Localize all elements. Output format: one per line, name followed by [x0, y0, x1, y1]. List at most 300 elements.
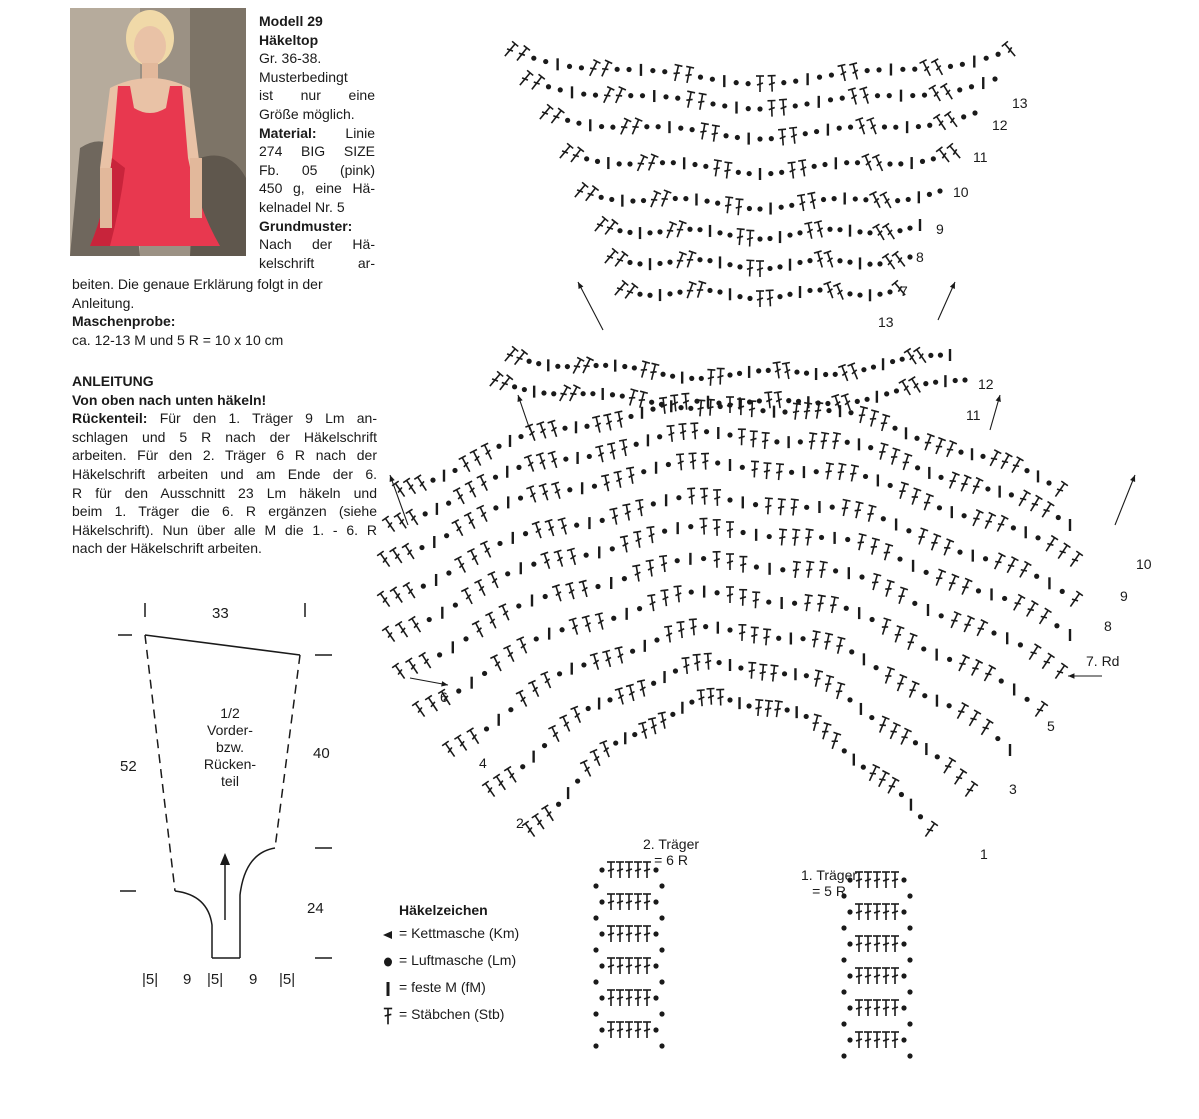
double-crochet-stitch: [465, 481, 479, 499]
strap-1-label: [801, 867, 857, 899]
schematic-bottom-measure: |5|: [207, 971, 224, 988]
strap-label-line: 2. Träger: [643, 836, 700, 852]
stitch-stroke: [874, 975, 880, 977]
material-line: 274 BIG SIZE: [259, 143, 375, 160]
double-crochet-stitch: [738, 429, 746, 445]
chain-stitch: [867, 230, 872, 235]
double-crochet-stitch: [412, 701, 428, 719]
double-crochet-stitch: [541, 805, 556, 823]
double-crochet-stitch: [797, 195, 808, 212]
chain-stitch: [641, 469, 646, 474]
double-crochet-stitch: [824, 251, 837, 269]
stitch-stroke: [405, 658, 412, 662]
chain-stitch: [901, 909, 906, 914]
chain-stitch: [522, 387, 527, 392]
double-crochet-stitch: [503, 645, 517, 663]
chain-stitch: [847, 941, 852, 946]
double-crochet-stitch: [991, 553, 1005, 571]
chain-stitch: [662, 529, 667, 534]
single-crochet-stitch: [507, 496, 509, 508]
double-crochet-stitch: [807, 433, 817, 450]
chain-stitch: [898, 161, 903, 166]
chain-stitch: [827, 227, 832, 232]
arrow-head: [390, 475, 395, 482]
double-crochet-stitch: [899, 379, 914, 397]
stitch-stroke: [1021, 568, 1027, 573]
double-crochet-stitch: [763, 700, 773, 717]
double-crochet-stitch: [803, 529, 813, 546]
single-crochet-stitch: [790, 633, 792, 645]
chain-stitch: [753, 502, 758, 507]
instructions-line: Häkelschrift arbeiten und am Ende der 6.: [72, 465, 377, 482]
double-crochet-stitch: [882, 223, 897, 241]
single-crochet-stitch: [738, 697, 740, 709]
single-crochet-stitch: [729, 659, 731, 671]
stitch-stroke: [1013, 463, 1019, 468]
chain-stitch: [804, 714, 809, 719]
chain-stitch: [1056, 515, 1061, 520]
chain-stitch: [757, 136, 762, 141]
instructions-line: Häkelschrift). Nun über alle M die 1. - 6. R: [72, 521, 377, 538]
chain-stitch: [841, 957, 846, 962]
double-crochet-stitch: [921, 434, 934, 452]
stitch-stroke: [757, 268, 763, 270]
double-crochet-stitch: [532, 813, 547, 831]
double-crochet-stitch: [626, 684, 638, 701]
material-value: Linie: [345, 124, 375, 141]
chain-stitch: [673, 196, 678, 201]
double-crochet-stitch: [841, 394, 854, 412]
single-crochet-stitch: [625, 608, 627, 620]
single-crochet-stitch: [668, 121, 670, 133]
double-crochet-stitch: [895, 587, 908, 605]
chain-stitch: [906, 528, 911, 533]
stitch-stroke: [608, 997, 614, 999]
single-crochet-stitch: [512, 532, 514, 544]
chain-stitch: [727, 372, 732, 377]
double-crochet-stitch: [831, 395, 844, 413]
stitch-stroke: [780, 106, 786, 108]
chain-stitch: [630, 649, 635, 654]
stitch-stroke: [701, 495, 707, 497]
double-crochet-stitch: [625, 958, 633, 974]
chain-stitch: [518, 434, 523, 439]
stitch-stroke: [749, 408, 755, 410]
stitch-stroke: [392, 663, 399, 668]
double-crochet-stitch: [590, 653, 602, 671]
single-crochet-stitch: [1013, 683, 1015, 695]
schematic-left-measure: 52: [120, 758, 137, 775]
chain-stitch: [890, 359, 895, 364]
double-crochet-stitch: [855, 936, 863, 952]
double-crochet-stitch: [873, 1032, 881, 1048]
double-crochet-stitch: [839, 500, 850, 517]
double-crochet-stitch: [833, 683, 845, 701]
single-crochet-stitch: [649, 258, 651, 270]
stitch-stroke: [883, 911, 889, 913]
grund-label: Grundmuster:: [259, 217, 353, 234]
chain-stitch: [649, 400, 654, 405]
double-crochet-stitch: [1055, 543, 1071, 561]
double-crochet-stitch: [419, 652, 434, 670]
stitch-stroke: [883, 1039, 889, 1041]
single-crochet-stitch: [949, 349, 951, 361]
single-crochet-stitch: [827, 124, 829, 136]
double-crochet-stitch: [595, 446, 606, 463]
stitch-stroke: [874, 943, 880, 945]
single-crochet-stitch: [848, 567, 850, 579]
chain-stitch: [962, 377, 967, 382]
double-crochet-stitch: [791, 562, 801, 579]
stitch-stroke: [377, 591, 384, 596]
stitch-stroke: [1060, 549, 1066, 554]
chain-stitch: [922, 92, 927, 97]
double-crochet-stitch: [646, 560, 656, 577]
stitch-stroke: [757, 83, 763, 85]
stitch-stroke: [459, 741, 465, 746]
row-number: 6: [440, 689, 448, 705]
chain-stitch: [789, 203, 794, 208]
note-line: ist nur eine: [259, 87, 375, 104]
chain-stitch: [593, 1011, 598, 1016]
single-crochet-stitch: [532, 751, 534, 763]
double-crochet-stitch: [545, 520, 558, 538]
chain-stitch: [876, 67, 881, 72]
chain-stitch: [837, 227, 842, 232]
chain-stitch: [794, 369, 799, 374]
single-crochet-stitch: [799, 286, 801, 298]
single-crochet-stitch: [665, 494, 667, 506]
material-label: Material:: [259, 124, 317, 141]
material-line: 450 g, eine Hä-: [259, 180, 375, 197]
stitch-stroke: [913, 383, 919, 388]
double-crochet-stitch: [866, 765, 880, 783]
double-crochet-stitch: [864, 1032, 872, 1048]
chain-stitch: [697, 257, 702, 262]
double-crochet-stitch: [713, 552, 721, 568]
double-crochet-stitch: [504, 767, 519, 785]
legend-title: Häkelzeichen: [399, 902, 488, 918]
chain-stitch: [717, 230, 722, 235]
chain-stitch: [520, 764, 525, 769]
double-crochet-stitch: [878, 414, 890, 432]
row-number: 7: [900, 283, 908, 299]
double-crochet-stitch: [735, 229, 744, 246]
single-crochet-stitch: [663, 671, 665, 683]
single-crochet-stitch: [433, 536, 435, 548]
stitch-stroke: [892, 1039, 898, 1041]
chain-stitch: [907, 1053, 912, 1058]
double-crochet-stitch: [817, 561, 828, 578]
chain-stitch: [660, 160, 665, 165]
chain-stitch: [781, 80, 786, 85]
row-number: 8: [916, 249, 924, 265]
double-crochet-stitch: [453, 488, 468, 506]
chain-stitch: [484, 726, 489, 731]
chain-stitch: [738, 665, 743, 670]
stitch-stroke: [739, 632, 745, 634]
double-crochet-stitch: [868, 538, 880, 556]
double-crochet-stitch: [701, 453, 710, 469]
chain-stitch: [427, 617, 432, 622]
chain-stitch: [567, 64, 572, 69]
chain-stitch: [546, 84, 551, 89]
chain-stitch: [907, 925, 912, 930]
single-crochet-stitch: [729, 459, 731, 471]
chain-stitch: [848, 410, 853, 415]
chain-stitch: [779, 170, 784, 175]
double-crochet-stitch: [891, 872, 899, 888]
chain-stitch: [899, 792, 904, 797]
chain-stitch: [704, 198, 709, 203]
double-crochet-stitch: [1026, 644, 1041, 662]
chain-stitch: [482, 671, 487, 676]
double-crochet-stitch: [499, 604, 513, 622]
chain-stitch: [653, 995, 658, 1000]
single-crochet-stitch: [717, 427, 719, 439]
chain-stitch: [574, 523, 579, 528]
double-crochet-stitch: [891, 1000, 899, 1016]
stitch-stroke: [892, 879, 898, 881]
stitch-stroke: [882, 223, 889, 227]
chain-stitch: [777, 264, 782, 269]
double-crochet-stitch: [454, 556, 468, 574]
single-crochet-stitch: [876, 391, 878, 403]
stitch-stroke: [471, 734, 477, 739]
stitch-stroke: [883, 1007, 889, 1009]
stitch-stroke: [933, 92, 939, 97]
double-crochet-stitch: [452, 520, 466, 538]
chain-stitch: [847, 973, 852, 978]
chain-stitch: [740, 530, 745, 535]
stitch-stroke: [877, 231, 883, 236]
double-crochet-stitch: [537, 104, 553, 121]
chain-stitch: [559, 627, 564, 632]
chain-stitch: [727, 497, 732, 502]
chain-stitch: [593, 1043, 598, 1048]
schematic-right-measure: 40: [313, 745, 330, 762]
chain-stitch: [900, 357, 905, 362]
double-crochet-stitch: [1009, 457, 1024, 475]
chain-stitch: [667, 260, 672, 265]
chain-stitch: [907, 957, 912, 962]
double-crochet-stitch: [822, 675, 834, 692]
crochet-chart-svg: [380, 20, 1180, 1060]
legend-label: = Kettmasche (Km): [399, 925, 520, 941]
chain-stitch: [660, 372, 665, 377]
chain-stitch: [841, 1021, 846, 1026]
stitch-stroke: [635, 997, 641, 999]
double-crochet-stitch: [403, 582, 418, 600]
chain-stitch: [592, 484, 597, 489]
chain-stitch: [607, 697, 612, 702]
double-crochet-stitch: [502, 346, 518, 363]
chain-stitch: [651, 501, 656, 506]
chain-stitch: [1018, 642, 1023, 647]
double-crochet-stitch: [626, 389, 638, 407]
chain-stitch: [787, 292, 792, 297]
double-crochet-stitch: [602, 650, 614, 668]
stitch-stroke: [395, 593, 401, 598]
chain-stitch: [861, 765, 866, 770]
note-line: Musterbedingt: [259, 68, 348, 85]
chain-stitch: [829, 72, 834, 77]
legend-label: = feste M (fM): [399, 979, 486, 995]
double-crochet-stitch: [873, 904, 881, 920]
single-crochet-stitch: [877, 474, 879, 486]
double-crochet-stitch: [551, 482, 563, 500]
chain-stitch: [593, 979, 598, 984]
double-crochet-stitch: [888, 448, 900, 466]
chain-stitch: [579, 65, 584, 70]
double-crochet-stitch: [994, 515, 1008, 533]
chain-stitch: [914, 436, 919, 441]
single-crochet-stitch: [818, 96, 820, 108]
double-crochet-stitch: [467, 728, 482, 746]
chain-stitch: [1035, 535, 1040, 540]
single-crochet-stitch: [670, 400, 672, 412]
chain-stitch: [747, 296, 752, 301]
stitch-stroke: [767, 297, 773, 299]
chain-stitch: [628, 93, 633, 98]
double-crochet-stitch: [873, 872, 881, 888]
model-photo: [70, 8, 246, 256]
single-crochet-stitch: [971, 448, 973, 460]
single-crochet-stitch: [768, 563, 770, 575]
single-crochet-stitch: [748, 366, 750, 378]
center-line: 1/2: [220, 705, 240, 721]
chain-stitch: [912, 601, 917, 606]
double-crochet-stitch: [647, 191, 661, 209]
chain-stitch: [493, 505, 498, 510]
chain-stitch: [922, 693, 927, 698]
center-line: Rücken-: [203, 756, 257, 772]
double-crochet-stitch: [693, 654, 702, 671]
stitch-stroke: [635, 1029, 641, 1031]
chain-stitch: [1060, 589, 1065, 594]
single-crochet-stitch: [742, 496, 744, 508]
double-crochet-stitch: [864, 968, 872, 984]
chain-stitch: [593, 363, 598, 368]
single-crochet-stitch: [509, 435, 511, 447]
double-crochet-stitch: [936, 147, 952, 165]
chain-stitch: [793, 79, 798, 84]
stitch-stroke: [714, 497, 720, 499]
single-crochet-stitch: [944, 375, 946, 387]
double-crochet-stitch: [768, 76, 777, 92]
schematic-lower-measure: 24: [307, 900, 324, 917]
chain-stitch: [735, 135, 740, 140]
double-crochet-stitch: [612, 280, 628, 297]
double-crochet-stitch: [758, 664, 767, 681]
stitch-stroke: [883, 943, 889, 945]
single-crochet-stitch: [755, 529, 757, 541]
stitch-stroke: [983, 726, 989, 731]
double-crochet-stitch: [658, 712, 669, 729]
double-crochet-stitch: [746, 260, 755, 276]
double-crochet-stitch: [425, 695, 441, 713]
double-crochet-stitch: [565, 583, 577, 601]
stitch-stroke: [865, 879, 871, 881]
single-crochet-stitch: [614, 360, 616, 372]
double-crochet-stitch: [855, 1000, 863, 1016]
single-crochet-stitch: [833, 532, 835, 544]
double-crochet-stitch: [833, 283, 847, 301]
stitch-stroke: [407, 589, 413, 594]
double-crochet-stitch: [461, 588, 475, 606]
chain-stitch: [939, 613, 944, 618]
stitch-stroke: [874, 911, 880, 913]
double-crochet-stitch: [946, 472, 960, 490]
chain-stitch: [1024, 468, 1029, 473]
double-crochet-stitch: [908, 488, 921, 506]
double-crochet-stitch: [897, 728, 911, 746]
single-crochet-stitch: [859, 257, 861, 269]
double-crochet-stitch: [855, 968, 863, 984]
stitch-stroke: [442, 741, 449, 746]
stitch-stroke: [701, 525, 707, 527]
double-crochet-stitch: [900, 454, 913, 472]
chain-stitch: [807, 288, 812, 293]
stitch-stroke: [626, 1029, 632, 1031]
double-crochet-stitch: [586, 60, 600, 78]
double-crochet-stitch: [944, 112, 960, 130]
stitch-stroke: [757, 298, 763, 300]
instructions-line: schlagen und 5 R nach der Häkelschrift: [72, 428, 377, 445]
double-crochet-stitch: [607, 894, 615, 910]
single-crochet-stitch: [598, 546, 600, 558]
schematic-bottom-measure: 9: [183, 971, 192, 988]
chain-stitch: [617, 161, 622, 166]
chain-stitch: [727, 432, 732, 437]
stitch-stroke: [727, 529, 733, 531]
chain-stitch: [737, 371, 742, 376]
chain-stitch: [907, 893, 912, 898]
stitch-stroke: [1031, 650, 1037, 655]
chain-stitch: [803, 131, 808, 136]
chain-stitch: [768, 171, 773, 176]
chain-stitch: [855, 160, 860, 165]
chain-stitch: [603, 363, 608, 368]
single-crochet-stitch: [835, 157, 837, 169]
chain-stitch: [609, 197, 614, 202]
stitch-stroke: [635, 869, 641, 871]
instructions: [72, 372, 377, 558]
double-crochet-stitch: [892, 251, 908, 269]
chain-stitch: [677, 290, 682, 295]
chain-stitch: [667, 291, 672, 296]
model-info-cont: [72, 275, 377, 349]
chain-stitch: [698, 75, 703, 80]
double-crochet-stitch: [615, 688, 627, 706]
double-crochet-stitch: [891, 936, 899, 952]
single-crochet-stitch: [858, 607, 860, 619]
chain-stitch: [953, 378, 958, 383]
single-crochet-stitch: [589, 119, 591, 131]
chain-stitch: [747, 171, 752, 176]
double-crochet-stitch: [541, 552, 554, 570]
row-number: 3: [1009, 781, 1017, 797]
chain-stitch: [786, 398, 791, 403]
chain-stitch: [675, 558, 680, 563]
chain-stitch: [938, 353, 943, 358]
stitch-stroke: [395, 622, 402, 626]
double-crochet-stitch: [922, 821, 938, 839]
chain-stitch: [707, 288, 712, 293]
chain-stitch: [650, 68, 655, 73]
chain-stitch: [737, 264, 742, 269]
double-crochet-stitch: [848, 465, 859, 482]
